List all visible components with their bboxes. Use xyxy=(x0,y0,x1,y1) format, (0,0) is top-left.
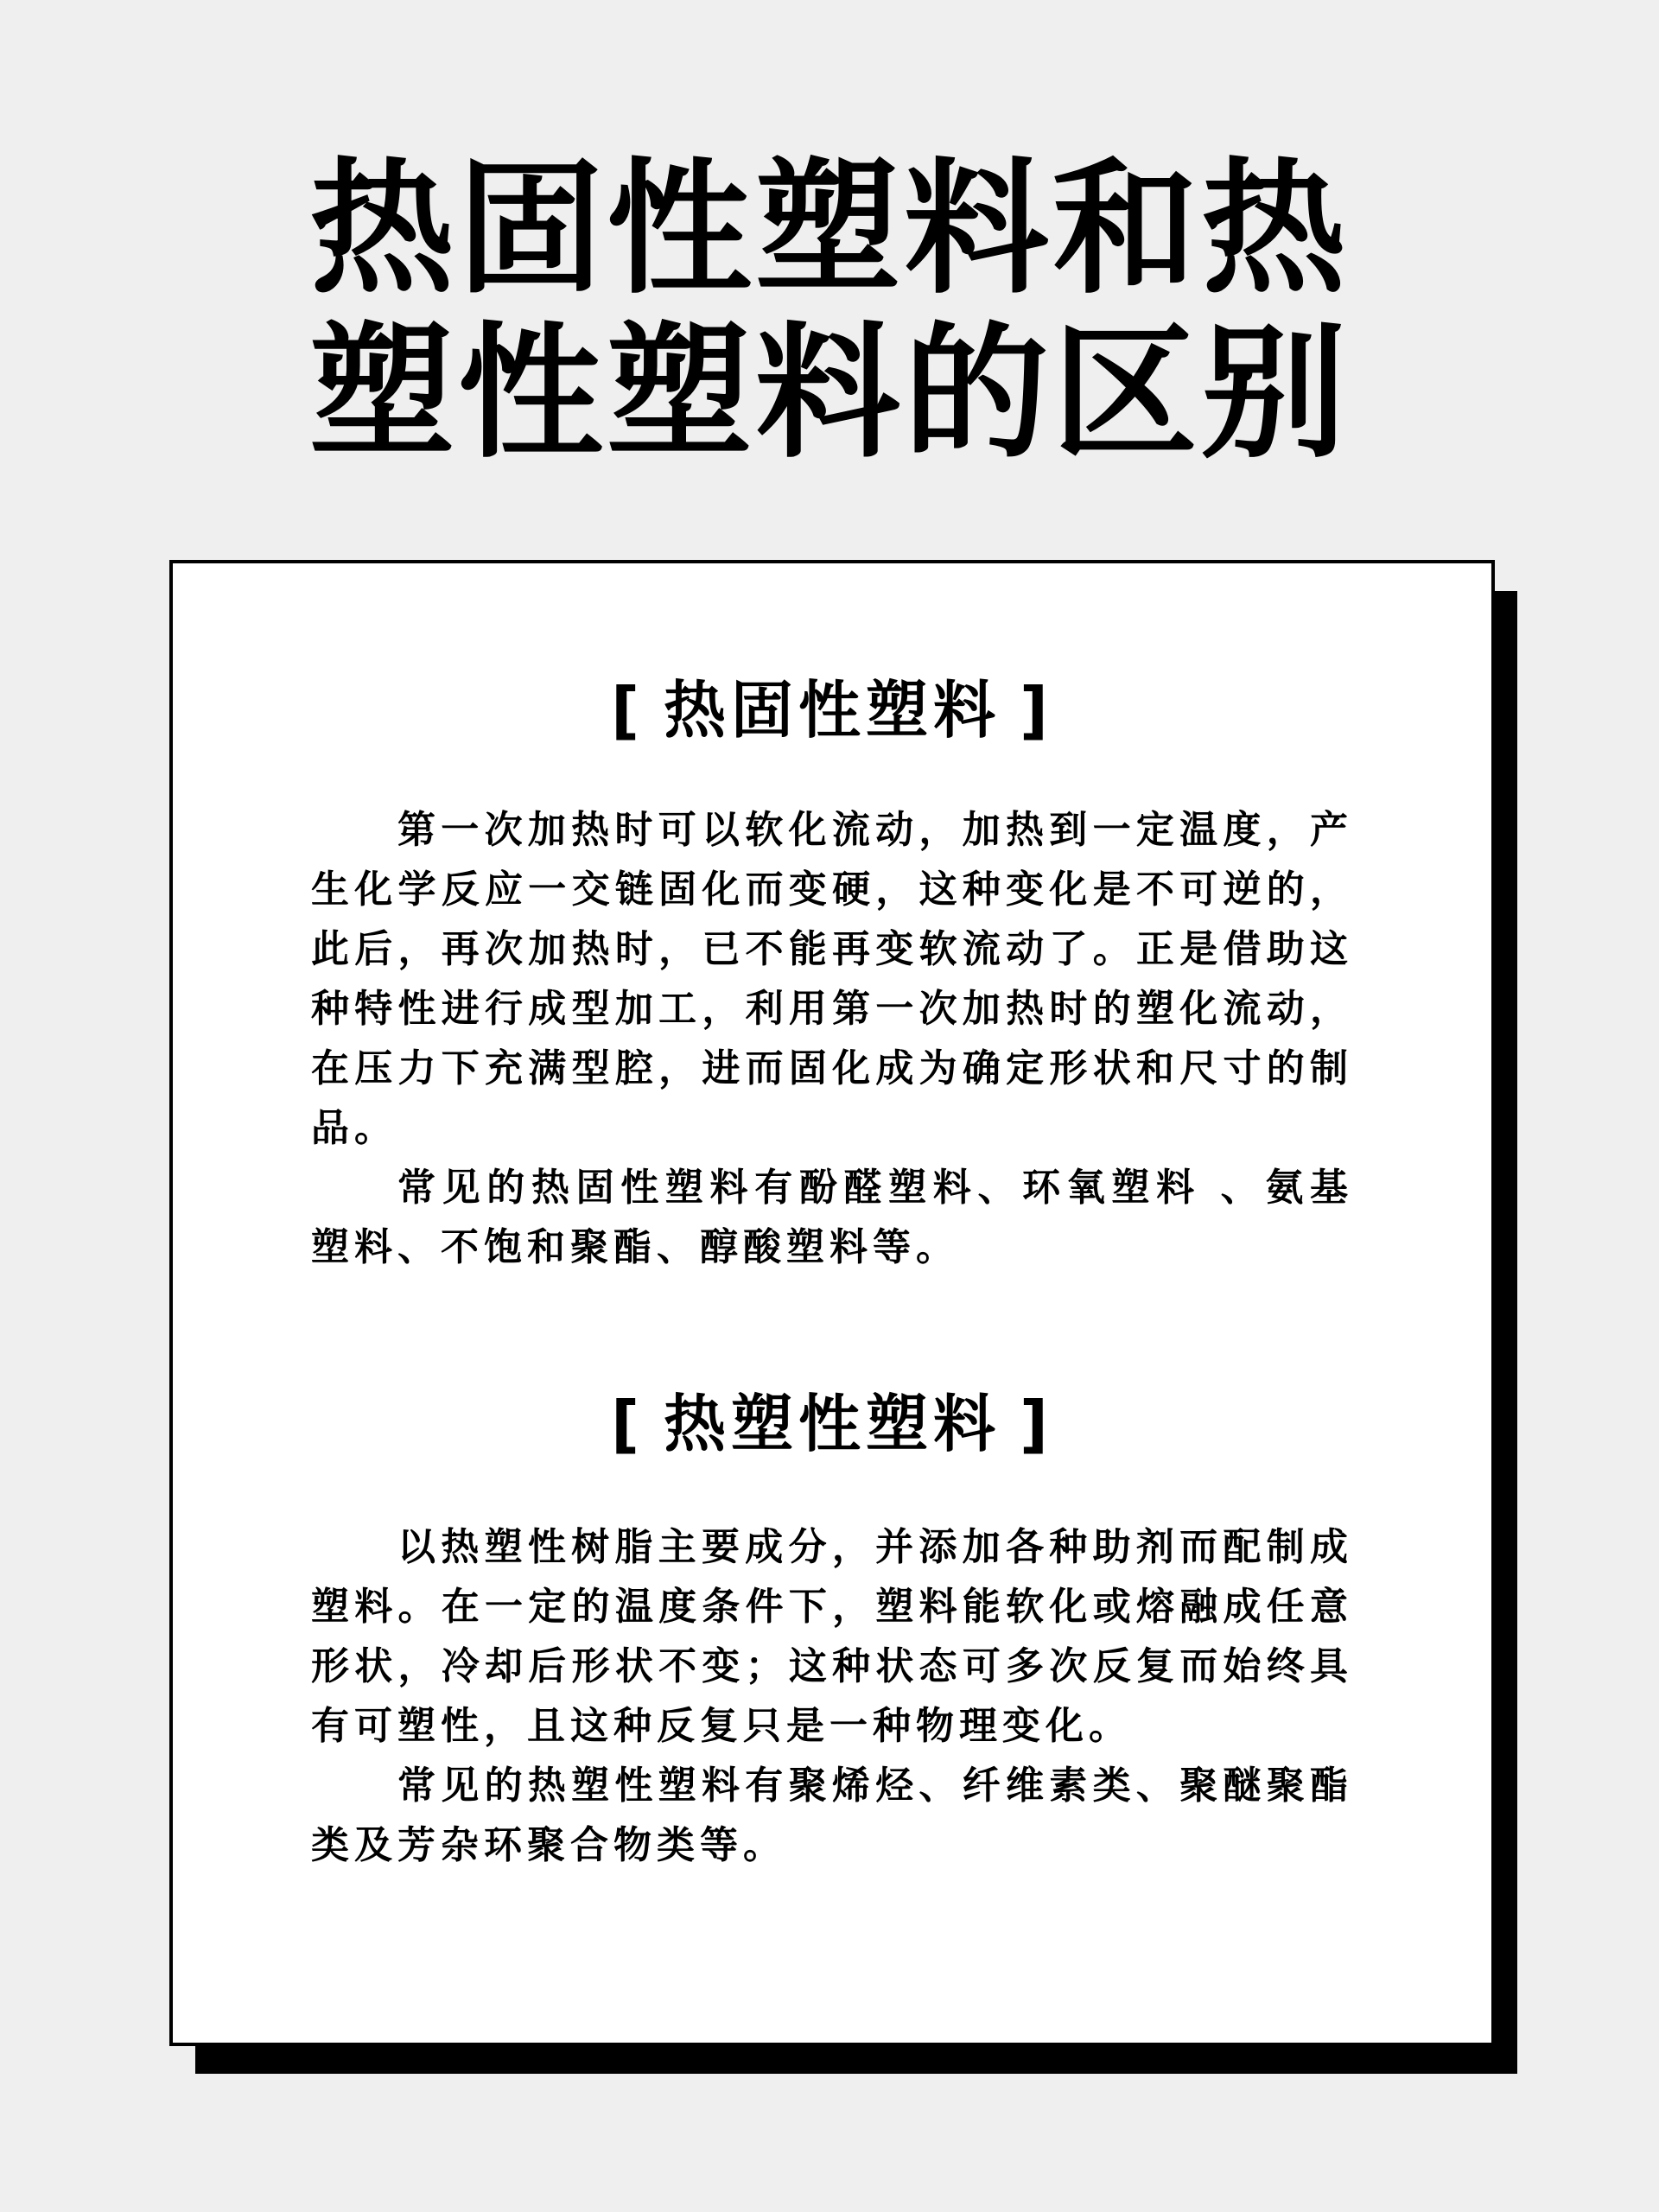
section-thermoplastic xyxy=(311,1381,1353,1875)
section-heading xyxy=(311,1381,1353,1467)
section-heading-text: 热固性塑料 xyxy=(663,674,1001,747)
paragraph-examples: 常见的热固性塑料有酚醛塑料、环氧塑料 、氨基塑料、不饱和聚酯、醇酸塑料等。 xyxy=(311,1166,1353,1269)
section-body xyxy=(311,1517,1353,1875)
section-body xyxy=(311,800,1353,1277)
page-title-line-1: 热固性塑料和热 xyxy=(309,144,1350,314)
section-heading-text: 热塑性塑料 xyxy=(663,1388,1001,1460)
page-title-line-2: 塑性塑料的区别 xyxy=(309,308,1350,478)
paragraph-examples: 常见的热塑性塑料有聚烯烃、纤维素类、聚醚聚酯类及芳杂环聚合物类等。 xyxy=(311,1764,1353,1867)
page-title xyxy=(0,144,1659,478)
section-thermoset xyxy=(311,667,1353,1277)
section-heading xyxy=(311,667,1353,753)
bracket-close: ] xyxy=(1020,674,1053,747)
bracket-open: [ xyxy=(611,1388,645,1460)
bracket-open: [ xyxy=(611,674,645,747)
paragraph-definition: 第一次加热时可以软化流动，加热到一定温度，产生化学反应一交链固化而变硬，这种变化是不可逆的，此后，再次加热时，已不能再变软流动了。正是借助这种特性进行成型加工，利用第一次加热时的塑化流动，在压力下充满型腔，进而固化成为确定形状和尺寸的制品。 xyxy=(311,808,1353,1150)
paragraph-definition: 以热塑性树脂主要成分，并添加各种助剂而配制成塑料。在一定的温度条件下，塑料能软化或熔融成任意形状，冷却后形状不变；这种状态可多次反复而始终具有可塑性，且这种反复只是一种物理变化。 xyxy=(311,1525,1353,1748)
content-card xyxy=(169,560,1495,2046)
bracket-close: ] xyxy=(1020,1388,1053,1460)
